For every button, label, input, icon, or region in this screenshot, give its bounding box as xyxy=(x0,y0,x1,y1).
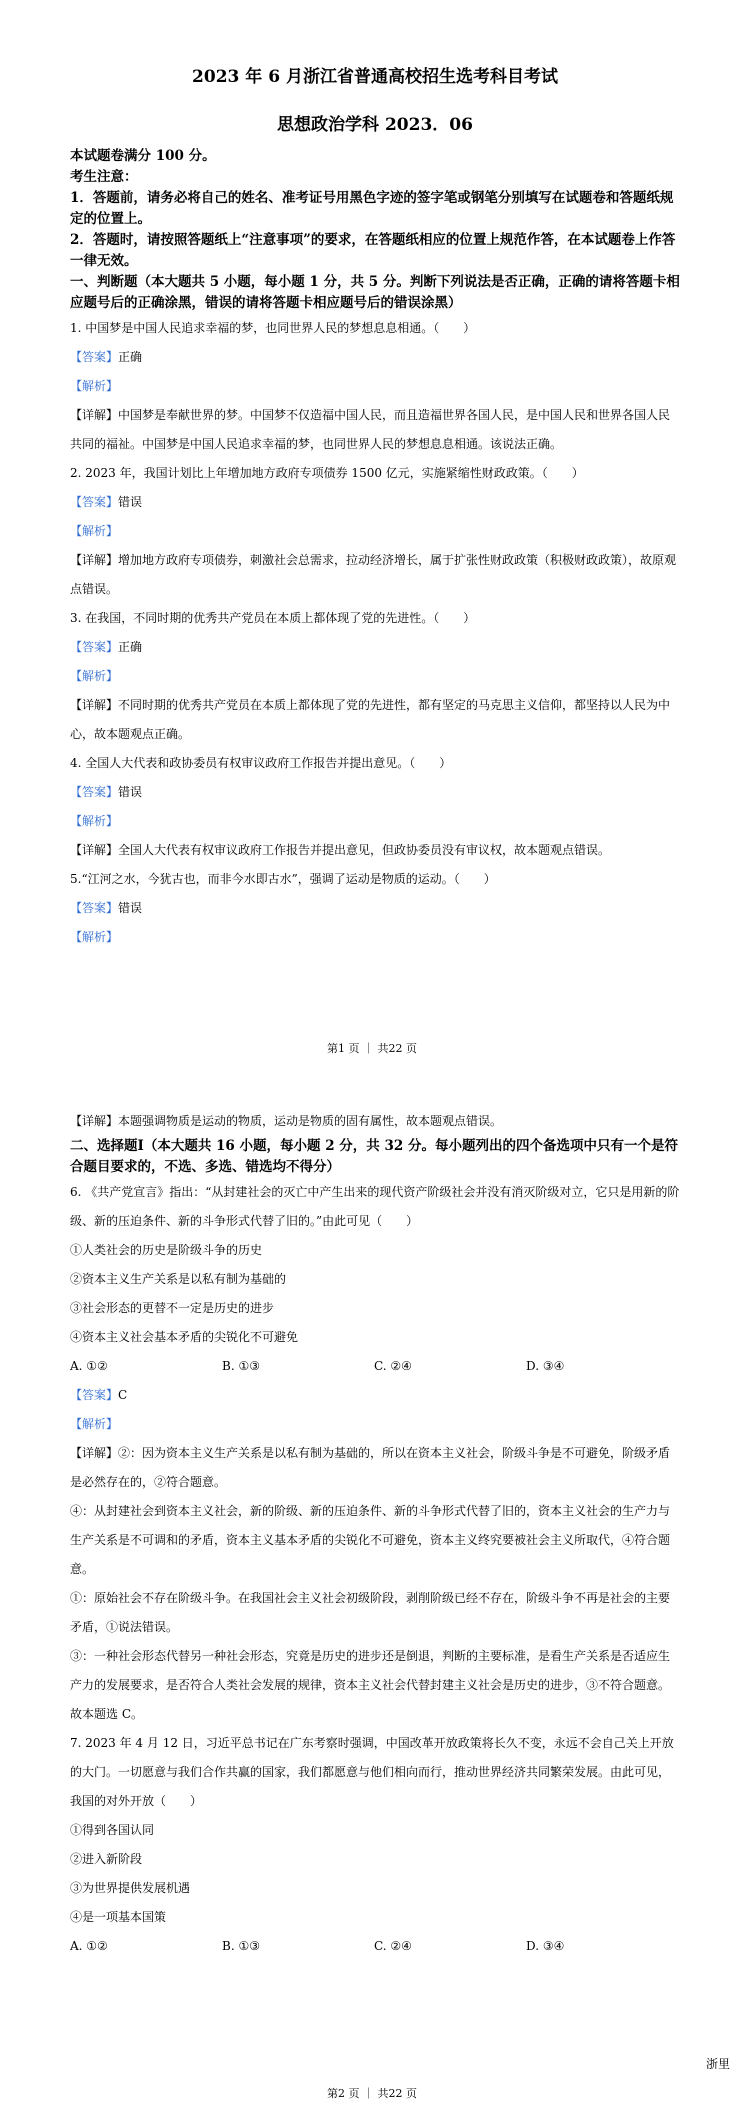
detail-label: 【详解】 xyxy=(70,843,119,857)
answer-value: 错误 xyxy=(118,785,143,799)
question-1: 1. 中国梦是中国人民追求幸福的梦，也同世界人民的梦想息息相通。（ ） xyxy=(70,321,476,335)
q7-item-3: ③为世界提供发展机遇 xyxy=(70,1881,191,1895)
detail-text: ②：因为资本主义生产关系是以私有制为基础的，所以在资本主义社会，阶级斗争是不可避免，阶级矛盾是必然存在的，②符合题意。 xyxy=(70,1446,671,1489)
detail-1 xyxy=(70,401,680,459)
analysis-label-2: 【解析】 xyxy=(70,524,119,538)
option-a: A. ①② xyxy=(70,1359,108,1373)
answer-value: 错误 xyxy=(118,495,143,509)
answer-value: 正确 xyxy=(118,350,143,364)
q6-item-2: ②资本主义生产关系是以私有制为基础的 xyxy=(70,1272,287,1286)
option-c: C. ②④ xyxy=(374,1939,412,1953)
answer-5 xyxy=(70,894,680,923)
analysis-label-4: 【解析】 xyxy=(70,814,119,828)
exam-title: 2023 年 6 月浙江省普通高校招生选考科目考试 xyxy=(192,67,558,87)
q6-item-3: ③社会形态的更替不一定是历史的进步 xyxy=(70,1301,275,1315)
option-a: A. ①② xyxy=(70,1939,108,1953)
detail-2 xyxy=(70,546,680,604)
section-1-title: 一、判断题（本大题共 5 小题，每小题 1 分，共 5 分。判断下列说法是否正确，正确的请将答题卡相应题号后的正确涂黑，错误的请将答题卡相应题号后的错误涂黑） xyxy=(70,274,680,311)
option-d: D. ③④ xyxy=(526,1359,565,1373)
answer-6 xyxy=(70,1381,680,1410)
analysis-label-5: 【解析】 xyxy=(70,930,119,944)
detail-text: 不同时期的优秀共产党员在本质上都体现了党的先进性，都有坚定的马克思主义信仰，都坚持以人民为中心，故本题观点正确。 xyxy=(70,698,671,741)
answer-label: 【答案】 xyxy=(70,640,119,654)
section-2-title: 二、选择题Ⅰ（本大题共 16 小题，每小题 2 分，共 32 分。每小题列出的四个备选项中只有一个是符合题目要求的，不选、多选、错选均不得分） xyxy=(70,1138,678,1175)
q6-item-4: ④资本主义社会基本矛盾的尖锐化不可避免 xyxy=(70,1330,299,1344)
question-3: 3. 在我国，不同时期的优秀共产党员在本质上都体现了党的先进性。（ ） xyxy=(70,611,476,625)
detail-6-3: ①：原始社会不存在阶级斗争。在我国社会主义社会初级阶段，剥削阶级已经不存在，阶级斗争不再是社会的主要矛盾，①说法错误。 xyxy=(70,1591,671,1634)
detail-text: 本题强调物质是运动的物质，运动是物质的固有属性，故本题观点错误。 xyxy=(118,1114,503,1128)
detail-label: 【详解】 xyxy=(70,408,119,422)
option-b: B. ①③ xyxy=(222,1939,260,1953)
answer-4 xyxy=(70,778,680,807)
answer-2 xyxy=(70,488,680,517)
exam-subtitle: 思想政治学科 2023．06 xyxy=(277,115,473,135)
answer-value: 错误 xyxy=(118,901,143,915)
notice-item-2: 2．答题时，请按照答题纸上“注意事项”的要求，在答题纸相应的位置上规范作答，在本试题卷上作答一律无效。 xyxy=(70,232,676,269)
answer-value: C xyxy=(118,1388,128,1402)
corner-signature: 浙里 xyxy=(705,2057,730,2071)
answer-3 xyxy=(70,633,680,662)
detail-3 xyxy=(70,691,680,749)
page-2-content xyxy=(70,1075,680,1961)
q7-item-2: ②进入新阶段 xyxy=(70,1852,143,1866)
answer-value: 正确 xyxy=(118,640,143,654)
detail-6-4: ③：一种社会形态代替另一种社会形态，究竟是历史的进步还是倒退，判断的主要标准，是看生产关系是否适应生产力的发展要求，是否符合人类社会发展的规律，资本主义社会代替封建主义社会是历史的进步，③不符合题意。 xyxy=(70,1649,671,1692)
q7-item-1: ①得到各国认同 xyxy=(70,1823,155,1837)
answer-label: 【答案】 xyxy=(70,350,119,364)
notice-title: 考生注意： xyxy=(70,169,138,185)
detail-label: 【详解】 xyxy=(70,1446,119,1460)
q6-item-1: ①人类社会的历史是阶级斗争的历史 xyxy=(70,1243,263,1257)
answer-label: 【答案】 xyxy=(70,785,119,799)
detail-5 xyxy=(70,1107,680,1136)
q7-options xyxy=(70,1932,680,1961)
page-2 xyxy=(0,1075,744,2104)
detail-4 xyxy=(70,836,680,865)
detail-label: 【详解】 xyxy=(70,553,119,567)
answer-label: 【答案】 xyxy=(70,495,119,509)
detail-6-2: ④：从封建社会到资本主义社会，新的阶级、新的压迫条件、新的斗争形式代替了旧的，资本主义社会的生产力与生产关系是不可调和的矛盾，资本主义基本矛盾的尖锐化不可避免，资本主义终究要被社会主义所取代，④符合题意。 xyxy=(70,1504,671,1576)
question-6: 6. 《共产党宣言》指出：“从封建社会的灭亡中产生出来的现代资产阶级社会并没有消灭阶级对立，它只是用新的阶级、新的压迫条件、新的斗争形式代替了旧的。”由此可见（ ） xyxy=(70,1185,680,1228)
detail-6-1 xyxy=(70,1439,680,1497)
detail-text: 中国梦是奉献世界的梦。中国梦不仅造福中国人民，而且造福世界各国人民，是中国人民和世界各国人民共同的福祉。中国梦是中国人民追求幸福的梦，也同世界人民的梦想息息相通。该说法正确。 xyxy=(70,408,671,451)
detail-text: 增加地方政府专项债券，刺激社会总需求，拉动经济增长，属于扩张性财政政策（积极财政政策），故原观点错误。 xyxy=(70,553,677,596)
analysis-label-1: 【解析】 xyxy=(70,379,119,393)
question-7: 7. 2023 年 4 月 12 日，习近平总书记在广东考察时强调，中国改革开放政策将长久不变，永远不会自己关上开放的大门。一切愿意与我们合作共赢的国家，我们都愿意与他们相向而行，推动世界经济共同繁荣发展。由此可见，我国的对外开放（ ） xyxy=(70,1736,674,1808)
answer-label: 【答案】 xyxy=(70,901,119,915)
option-c: C. ②④ xyxy=(374,1359,412,1373)
option-d: D. ③④ xyxy=(526,1939,565,1953)
page-footer-2: 第2 页 ｜ 共22 页 xyxy=(327,2087,417,2100)
page-footer-1: 第1 页 ｜ 共22 页 xyxy=(327,1042,417,1055)
detail-label: 【详解】 xyxy=(70,698,119,712)
detail-6-5: 故本题选 C。 xyxy=(70,1707,143,1721)
score-note: 本试题卷满分 100 分。 xyxy=(70,148,216,164)
detail-text: 全国人大代表有权审议政府工作报告并提出意见，但政协委员没有审议权，故本题观点错误。 xyxy=(118,843,611,857)
question-2: 2. 2023 年，我国计划比上年增加地方政府专项债券 1500 亿元，实施紧缩性财政政策。（ ） xyxy=(70,466,584,480)
answer-1 xyxy=(70,343,680,372)
answer-label: 【答案】 xyxy=(70,1388,119,1402)
analysis-label-3: 【解析】 xyxy=(70,669,119,683)
question-5: 5.“江河之水，今犹古也，而非今水即古水”，强调了运动是物质的运动。（ ） xyxy=(70,872,496,886)
q6-options xyxy=(70,1352,680,1381)
page-1-content xyxy=(70,0,680,952)
analysis-label-6: 【解析】 xyxy=(70,1417,119,1431)
q7-item-4: ④是一项基本国策 xyxy=(70,1910,167,1924)
question-4: 4. 全国人大代表和政协委员有权审议政府工作报告并提出意见。（ ） xyxy=(70,756,452,770)
notice-item-1: 1．答题前，请务必将自己的姓名、准考证号用黑色字迹的签字笔或钢笔分别填写在试题卷和答题纸规定的位置上。 xyxy=(70,190,674,227)
option-b: B. ①③ xyxy=(222,1359,260,1373)
detail-label: 【详解】 xyxy=(70,1114,119,1128)
